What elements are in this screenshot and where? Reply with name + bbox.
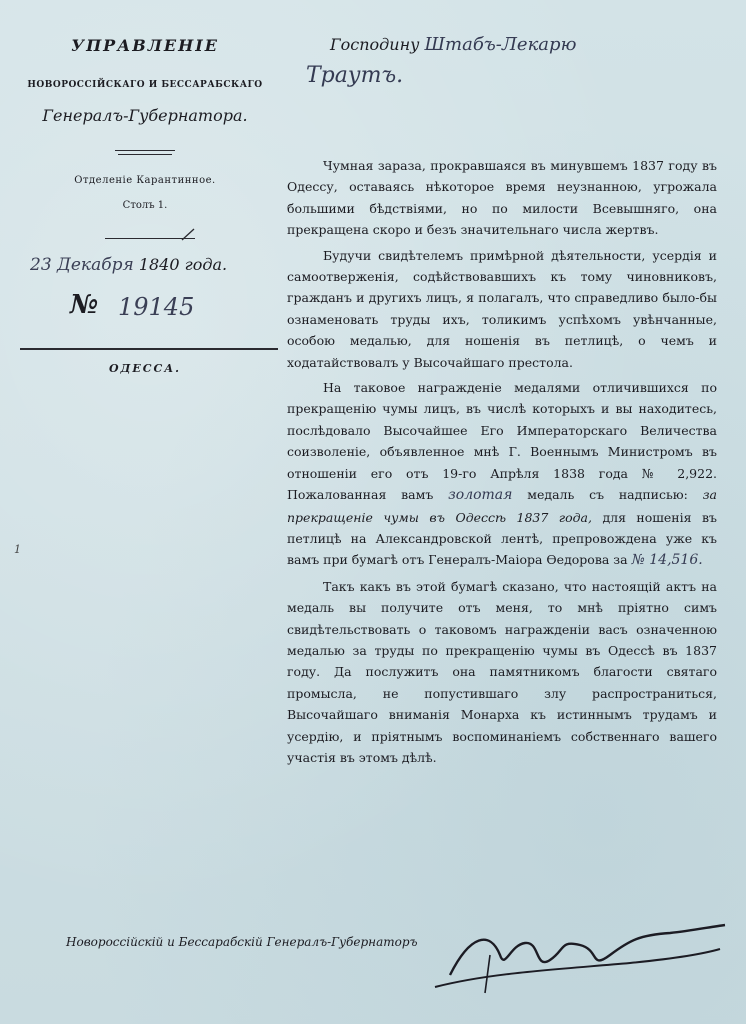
date-year: 1840 года.	[138, 255, 228, 274]
number-value: 19145	[118, 293, 195, 321]
desk-number: Столъ 1.	[122, 200, 168, 211]
paragraph-1: Чумная зараза, прокравшаяся въ минувшемъ 1837 году въ Одессу, оставаясь нѣкоторое время неузнанною, угрожала большими бѣдствіями, но по милости Всевышняго, она прекращена скоро и безъ значительнаго числа жертвъ.	[287, 158, 717, 238]
signature-icon	[430, 915, 730, 995]
addressee-title: Господину	[330, 35, 420, 54]
addressee-name: Траутъ.	[306, 63, 404, 88]
date-handwritten: 23 Декабря	[30, 255, 134, 275]
city: ОДЕССА.	[108, 362, 182, 375]
signature-title: Новороссійскій и Бессарабскій Генералъ-Губернаторъ	[66, 935, 418, 949]
date	[30, 255, 280, 275]
paragraph-2: Будучи свидѣтелемъ примѣрной дѣятельности, усердія и самоотверженія, содѣйствовавшихъ къ тому чиновниковъ, гражданъ и другихъ лицъ, я полагалъ, что справедливо было-бы ознаменовать труды ихъ, толикимъ успѣхомъ увѣнчанные, особою медалью, для ношенія въ петлицѣ, о чемъ и ходатайствовалъ у Высочайшаго престола.	[287, 247, 717, 370]
medal-inscription: за прекращеніе чумы въ Одессѣ 1837 года,	[287, 487, 717, 525]
handwritten-paper-number: № 14,516.	[631, 552, 703, 569]
margin-mark: 1	[14, 543, 21, 556]
paragraph-4: Такъ какъ въ этой бумагѣ сказано, что настоящій актъ на медаль вы получите отъ меня, то мнѣ пріятно симъ свидѣтельствовать о таковомъ награжденіи васъ означенною медалью за труды по прекращенію чумы въ Одессѣ въ 1837 году. Да послужитъ она памятникомъ благости святаго промысла, не попустившаго злу распространиться, Высочайшаго вниманія Монарха къ истиннымъ трудамъ и усердію, и пріятнымъ воспоминаніемъ собственнаго вашего участія въ этомъ дѣлѣ.	[287, 578, 717, 765]
office-governor: Генералъ-Губернатора.	[42, 106, 248, 125]
office-title: УПРАВЛЕНІЕ	[71, 36, 219, 55]
paragraph-3: На таковое награжденіе медалями отличившихся по прекращенію чумы лицъ, въ числѣ которыхъ и вы находитесь, послѣдовало Высочайшее Его Императорскаго Величества соизволеніе, объявленное мнѣ Г. Военнымъ Министромъ въ отношеніи его отъ 19-го Апрѣля 1838 года № 2,922. Пожалованная вамъ золотая медаль съ надписью: за прекращеніе чумы въ Одессѣ 1837 года, для ношенія въ петлицѣ на Александровской лентѣ, препровождена уже къ вамъ при бумагѣ отъ Генералъ-Маіора Ѳедорова за № 14,516.	[287, 380, 717, 569]
office-region: НОВОРОССІЙСКАГО И БЕССАРАБСКАГО	[27, 80, 263, 90]
handwritten-medal-type: золотая	[448, 487, 513, 504]
header-divider	[115, 150, 175, 151]
department: Отделеніе Карантинное.	[74, 175, 216, 186]
header-divider-2	[118, 154, 172, 155]
letter-body	[287, 155, 717, 772]
number-label: №	[70, 290, 99, 320]
addressee	[330, 34, 576, 55]
addressee-rank: Штабъ-Лекарю	[424, 34, 577, 55]
flourish-icon	[180, 228, 196, 242]
date-divider	[20, 348, 278, 350]
